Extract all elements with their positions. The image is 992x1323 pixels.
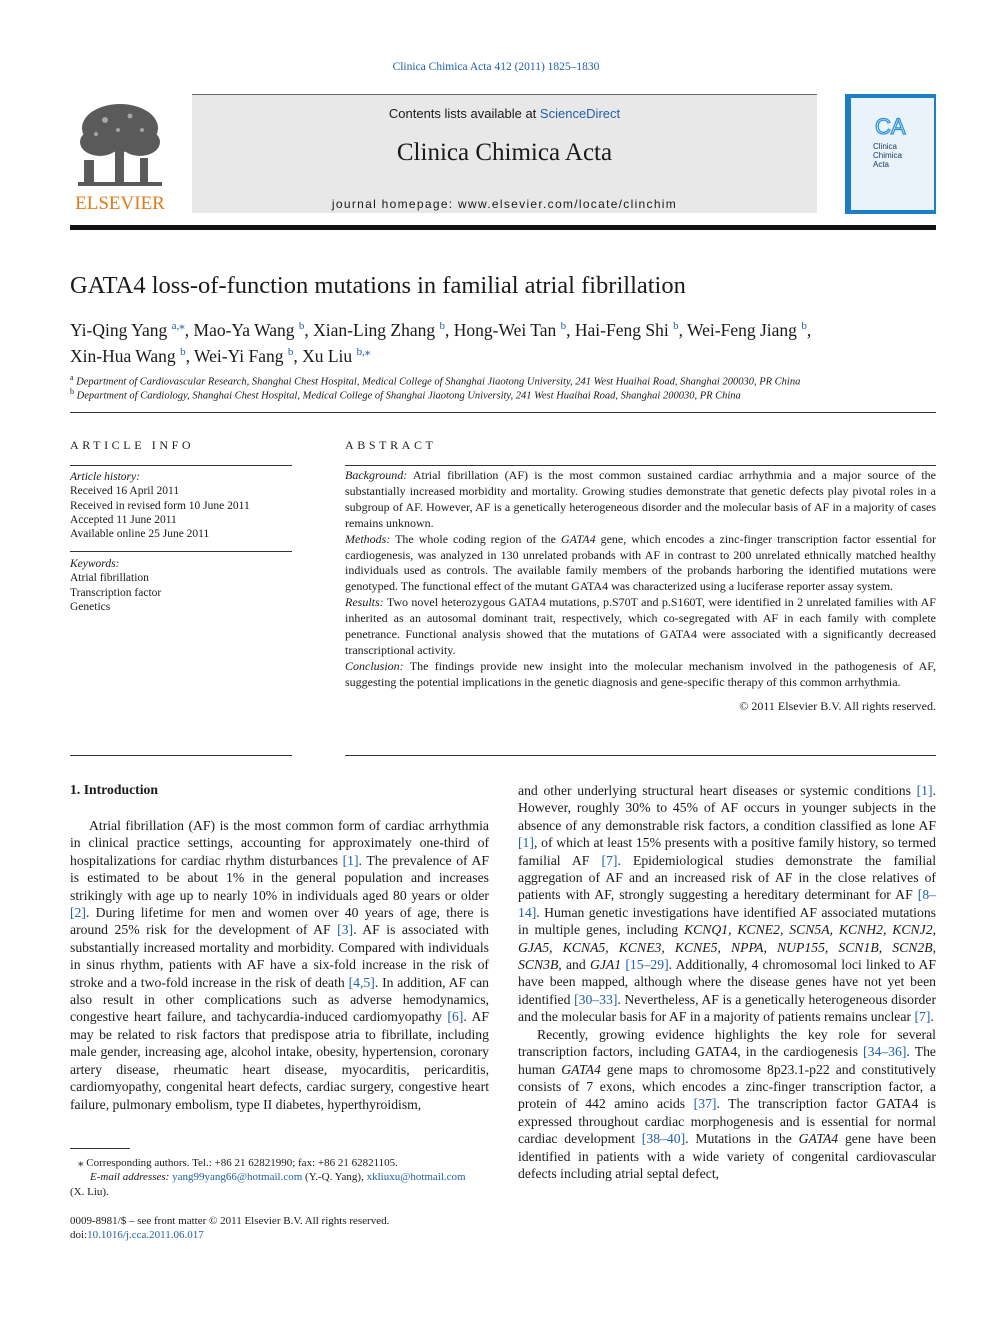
author-affil-mark[interactable]: a,⁎ xyxy=(171,320,185,332)
citation-link[interactable]: [8–14] xyxy=(518,887,937,920)
front-matter xyxy=(70,1214,490,1243)
author-affil-mark[interactable]: b xyxy=(673,320,679,332)
elsevier-logo xyxy=(70,100,170,212)
email-addresses: E-mail addresses: yang99yang66@hotmail.com (Y.-Q. Yang), xkliuxu@hotmail.com xyxy=(90,1171,466,1184)
header-rule xyxy=(70,225,936,230)
author-line-2: Xin-Hua Wang $^b$, Wei-Yi Fang $^b$, Xu Liu $^{b,⁎}$ xyxy=(70,345,371,366)
history-item: Available online 25 June 2011 xyxy=(70,528,210,541)
intro-right-column xyxy=(518,782,936,1182)
citation-link[interactable]: [7] xyxy=(601,852,618,868)
citation-link[interactable]: [1] xyxy=(518,835,534,851)
affiliation-b: $^b$ Department of Cardiology, Shanghai Chest Hospital, Medical College of Shanghai Jiaotong University, 241 West Huaihai Road, Shanghai 200030, PR China xyxy=(70,387,741,402)
author: Mao-Ya Wang xyxy=(193,319,295,340)
keyword: Transcription factor xyxy=(70,586,162,599)
author-affil-mark[interactable]: b xyxy=(560,320,567,332)
author: Xin-Hua Wang xyxy=(70,345,176,366)
keywords: Keywords: Atrial fibrillation Transcription factor Genetics xyxy=(70,557,292,614)
author-affil-mark[interactable]: b xyxy=(439,320,446,332)
citation-link[interactable]: [2] xyxy=(70,905,86,921)
abstract-background: Background: Atrial fibrillation (AF) is the most common sustained cardiac arrhythmia and a major source of the substantially increased morbidity and mortality. Growing studies demonstrate that genetic defects play pivotal roles in a subgroup of AF. However, AF is a genetically heterogeneous disorder and the molecular basis of AF in a majority of cases remains unknown. xyxy=(345,468,936,530)
article-info-bottom-rule xyxy=(70,755,292,756)
journal-banner xyxy=(192,94,817,213)
citation-link[interactable]: [6] xyxy=(447,1009,464,1025)
copyright: © 2011 Elsevier B.V. All rights reserved. xyxy=(739,698,936,713)
footnote: ⁎ Corresponding authors. Tel.: +86 21 62821990; fax: +86 21 62821105. E-mail addresses: yang99yang66@hotmail.com (Y.-Q. Yang), xkliuxu@hotmail.com (X. Liu). xyxy=(70,1156,490,1199)
journal-title: Clinica Chimica Acta xyxy=(396,139,613,166)
citation-link[interactable]: [34–36] xyxy=(863,1044,907,1060)
affiliation-a: $^a$ Department of Cardiovascular Research, Shanghai Chest Hospital, Medical College of Shanghai Jiaotong University, 241 West Huaihai Road, Shanghai 200030, PR China xyxy=(70,373,801,388)
journal-homepage[interactable]: journal homepage: www.elsevier.com/locate/clinchim xyxy=(331,197,678,211)
author: Xian-Ling Zhang xyxy=(313,319,436,340)
contents-available: Contents lists available at ScienceDirect xyxy=(388,106,621,121)
abstract-heading: ABSTRACT xyxy=(345,438,437,452)
elsevier-wordmark: ELSEVIER xyxy=(75,193,165,212)
intro-paragraph-2: Recently, growing evidence highlights the key role for several transcription factors, including GATA4, in the cardiogenesis [34–36]. The human GATA4 gene maps to chromosome 8p23.1-p22 and constitutively consists of 7 exons, which encodes a zinc-finger transcription factor, a protein of 442 amino acids [37]. The transcription factor GATA4 is expressed throughout cardiac morphogenesis and is essential for normal cardiac development [38–40]. Mutations in the GATA4 gene have been identified in patients with a wide variety of congenital cardiovascular defects including atrial septal defect, xyxy=(518,1026,937,1181)
article-history: Article history: Received 16 April 2011 Received in revised form 10 June 2011 Accepted 11 June 2011 Available online 25 June 2011 xyxy=(70,470,292,541)
citation-link[interactable]: [38–40] xyxy=(641,1131,686,1147)
citation-link[interactable]: [15–29] xyxy=(625,957,669,973)
author-line-1: Yi-Qing Yang $^{a,⁎}$, Mao-Ya Wang $^b$, Xian-Ling Zhang $^b$, Hong-Wei Tan $^b$, Hai-Feng Shi $^b$, Wei-Feng Jiang $^b$, xyxy=(70,319,812,340)
author: Xu Liu xyxy=(302,345,353,366)
author-affil-mark[interactable]: b xyxy=(298,320,305,332)
author-list xyxy=(70,315,936,367)
abstract-methods: Methods: The whole coding region of the GATA4 gene, which encodes a zinc-finger transcription factor essential for cardiogenesis, was analyzed in 130 unrelated probands with AF in contrast to 200 unrelated ethnically matched healthy individuals used as controls. The available family members of the probands harboring the identified mutations were genotyped. The functional effect of the mutant GATA4 was characterized using a luciferase reporter assay system. xyxy=(345,531,936,594)
intro-left-column xyxy=(70,817,489,1113)
doi-link[interactable]: 10.1016/j.cca.2011.06.017 xyxy=(87,1229,204,1242)
author-affil-mark[interactable]: b,⁎ xyxy=(356,345,371,358)
abstract-body xyxy=(345,468,936,715)
corresponding-authors: ⁎ Corresponding authors. Tel.: +86 21 62821990; fax: +86 21 62821105. xyxy=(78,1157,398,1169)
citation-link[interactable]: [7] xyxy=(914,1009,931,1025)
abstract-rule xyxy=(345,465,936,466)
author: Hai-Feng Shi xyxy=(574,319,669,340)
abstract-conclusion: Conclusion: The findings provide new insight into the molecular mechanism involved in the pathogenesis of AF, suggesting the potential implications in the genetic diagnosis and gene-specific therapy of this common arrhythmia. xyxy=(345,658,936,689)
author-affil-mark[interactable]: b xyxy=(180,345,186,358)
sciencedirect-link[interactable]: ScienceDirect xyxy=(539,106,621,121)
citation-link[interactable]: [1] xyxy=(342,852,359,868)
intro-paragraph-cont: and other underlying structural heart diseases or systemic conditions [1]. However, roughly 30% to 45% of AF occurs in younger subjects in the absence of any demonstrable risk factors, a condition classified as lone AF [1], of which at least 15% presents with a positive family history, so termed familial AF [7]. Epidemiological studies demonstrate the familial aggregation of AF and an increased risk of AF in the close relatives of patients with AF, strongly suggesting a hereditary determinant for AF [8–14]. Human genetic investigations have identified AF associated mutations in multiple genes, including KCNQ1, KCNE2, SCN5A, KCNH2, KCNJ2, GJA5, KCNA5, KCNE3, KCNE5, NPPA, NUP155, SCN1B, SCN2B, SCN3B, and GJA1 [15–29]. Additionally, 4 chromosomal loci linked to AF have been mapped, although where the disease genes have not yet been identified [30–33]. Nevertheless, AF is a genetically heterogeneous disorder and the molecular basis for AF in a majority of patients remains unclear [7]. xyxy=(518,783,937,1025)
history-item: Accepted 11 June 2011 xyxy=(70,513,177,526)
email-link[interactable]: xkliuxu@hotmail.com xyxy=(366,1171,466,1184)
citation-link[interactable]: [30–33] xyxy=(574,991,618,1007)
journal-cover-image xyxy=(845,94,936,214)
abstract-results: Results: Two novel heterozygous GATA4 mutations, p.S70T and p.S160T, were identified in 2 unrelated families with AF inherited as an autosomal dominant trait, respectively, which co-segregated with AF in each family with complete penetrance. Functional analysis showed that the mutations of GATA4 were associated with a significantly decreased transcriptional activity. xyxy=(345,595,936,657)
svg-text:CA: CA xyxy=(875,114,906,138)
author-affil-mark[interactable]: b xyxy=(287,345,294,358)
author: Wei-Feng Jiang xyxy=(687,319,797,340)
abstract-bottom-rule xyxy=(345,755,936,756)
article-title: GATA4 loss-of-function mutations in familial atrial fibrillation xyxy=(70,272,686,299)
journal-citation[interactable]: Clinica Chimica Acta 412 (2011) 1825–1830 xyxy=(392,61,600,73)
history-item: Received 16 April 2011 xyxy=(70,485,180,498)
keyword: Atrial fibrillation xyxy=(70,572,149,585)
citation-link[interactable]: [1] xyxy=(916,783,933,798)
intro-heading: 1. Introduction xyxy=(70,782,158,797)
cover-cca-mark xyxy=(875,112,909,138)
author: Wei-Yi Fang xyxy=(194,345,284,366)
author-affil-mark[interactable]: b xyxy=(801,320,807,332)
author: Yi-Qing Yang xyxy=(70,319,168,340)
keyword: Genetics xyxy=(70,600,111,613)
keywords-rule xyxy=(70,551,292,552)
author: Hong-Wei Tan xyxy=(453,319,557,340)
intro-paragraph: Atrial fibrillation (AF) is the most common form of cardiac arrhythmia in clinical practice settings, accounting for approximately one-third of hospitalizations for cardiac rhythm disturbances [1]. The prevalence of AF is estimated to be about 1% in the general population and increases strikingly with age up to nearly 10% in individuals aged 80 years or older [2]. During lifetime for men and women over 40 years of age, there is around 25% risk for the development of AF [3]. AF is associated with substantially increased mortality and morbidity. Compared with individuals in sinus rhythm, patients with AF have a six-fold increase in the risk of stroke and a two-fold increase in the risk of death [4,5]. In addition, AF can also result in other complications such as adverse hemodynamics, congestive heart failure, and tachycardia-induced cardiomyopathy [6]. AF may be related to risk factors that predispose atria to fibrillate, including male gender, increasing age, alcohol intake, obesity, hypertension, coronary artery disease, rheumatic heart disease, myocarditis, pericarditis, cardiomyopathy, congenital heart defects, cardiac surgery, congestive heart failure, pulmonary embolism, type II diabetes, hyperthyroidism, xyxy=(70,818,490,1112)
issn-line: 0009-8981/$ – see front matter © 2011 Elsevier B.V. All rights reserved. xyxy=(70,1215,390,1227)
cover-title: Clinica Chimica Acta xyxy=(873,142,902,169)
citation-link[interactable]: [4,5] xyxy=(348,974,375,990)
citation-link[interactable]: [3] xyxy=(337,922,354,938)
article-info-heading: ARTICLE INFO xyxy=(70,438,195,452)
email-link[interactable]: yang99yang66@hotmail.com xyxy=(172,1171,303,1184)
affiliation-rule xyxy=(70,412,936,413)
footnote-rule xyxy=(70,1148,130,1149)
journal-header xyxy=(70,94,936,214)
doi-line: doi:10.1016/j.cca.2011.06.017 xyxy=(70,1229,204,1242)
history-item: Received in revised form 10 June 2011 xyxy=(70,499,250,512)
article-info-rule xyxy=(70,465,292,466)
citation-link[interactable]: [37] xyxy=(693,1096,717,1112)
